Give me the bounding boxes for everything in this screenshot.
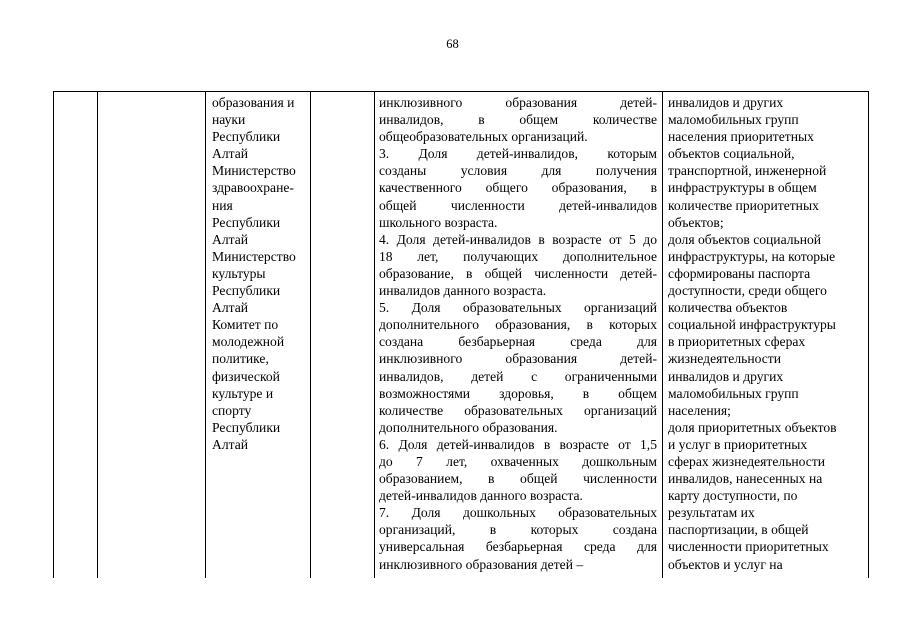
indicator-line: детей-инвалидов данного возраста. <box>379 488 583 504</box>
result-line: сформированы паспорта <box>668 265 811 281</box>
indicator-line: инвалидов, детей с ограниченными <box>379 368 657 384</box>
indicator-line: до 7 лет, охваченных дошкольным <box>379 453 657 469</box>
ministry-line: образования и <box>212 95 295 110</box>
indicator-line: 18 лет, получающих дополнительное <box>379 248 657 264</box>
result-line: и услуг в приоритетных <box>668 436 808 452</box>
column-border-3 <box>205 91 206 578</box>
indicator-line: качественного общего образования, в <box>379 180 657 196</box>
result-line: доступности, среди общего <box>668 283 827 299</box>
result-line: в приоритетных сферах <box>668 334 806 350</box>
indicator-line: образованием, в общей численности <box>379 471 657 487</box>
indicator-line: количестве образовательных организаций <box>379 402 657 418</box>
indicator-line: инвалидов данного возраста. <box>379 283 547 299</box>
table-top-border <box>53 91 869 92</box>
result-line: социальной инфраструктуры <box>668 317 836 333</box>
column-border-6 <box>662 91 663 578</box>
result-line: паспортизации, в общей <box>668 522 809 538</box>
indicator-line: инклюзивного образования детей- <box>379 95 657 110</box>
result-line: инвалидов и других <box>668 95 784 110</box>
indicator-line: организаций, в которых создана <box>379 522 657 538</box>
result-line: населения; <box>668 402 731 418</box>
responsible-executors-cell <box>212 94 308 453</box>
page-number: 68 <box>446 37 459 51</box>
result-line: доля приоритетных объектов <box>668 419 837 435</box>
ministry-line: Комитет по <box>212 317 279 333</box>
result-line: объектов и услуг на <box>668 556 783 572</box>
ministry-line: политике, <box>212 351 269 367</box>
indicator-line: образование, в общей численности детей- <box>379 265 657 281</box>
ministry-line: Алтай <box>212 436 249 452</box>
result-line: объектов; <box>668 214 724 230</box>
ministry-line: культуры <box>212 265 266 281</box>
result-line: количества объектов <box>668 300 788 316</box>
ministry-line: спорту <box>212 402 252 418</box>
column-border-2 <box>97 91 98 578</box>
ministry-line: Алтай <box>212 146 249 162</box>
result-line: доля объектов социальной <box>668 231 822 247</box>
expected-results-cell <box>668 94 866 573</box>
result-line: сферах жизнедеятельности <box>668 453 826 469</box>
ministry-line: науки <box>212 112 246 128</box>
result-line: населения приоритетных <box>668 129 814 145</box>
column-border-7 <box>868 91 869 578</box>
result-line: инфраструктуры в общем <box>668 180 817 196</box>
ministry-line: ния <box>212 197 233 213</box>
result-line: маломобильных групп <box>668 385 799 401</box>
result-line: маломобильных групп <box>668 112 799 128</box>
column-border-4 <box>310 91 311 578</box>
indicator-line: общей численности детей-инвалидов <box>379 197 657 213</box>
result-line: жизнедеятельности <box>668 351 781 367</box>
ministry-line: Министерство <box>212 163 296 179</box>
result-line: количестве приоритетных <box>668 197 819 213</box>
ministry-line: здравоохране- <box>212 180 294 196</box>
ministry-line: Республики <box>212 129 281 145</box>
indicator-line: дополнительного образования. <box>379 419 558 435</box>
result-line: инвалидов и других <box>668 368 784 384</box>
result-line: карту доступности, по <box>668 488 798 504</box>
indicator-line: инклюзивного образования детей- <box>379 351 657 367</box>
indicator-line: инклюзивного образования детей – <box>379 556 584 572</box>
ministry-line: Республики <box>212 419 281 435</box>
indicator-line: дополнительного образования, в которых <box>379 317 657 333</box>
ministry-line: культуре и <box>212 385 274 401</box>
indicator-line: 4. Доля детей-инвалидов в возрасте от 5 до <box>379 231 657 247</box>
indicator-line: общеобразовательных организаций. <box>379 129 588 145</box>
column-border-5 <box>374 91 375 578</box>
indicator-line: 3. Доля детей-инвалидов, которым <box>379 146 657 162</box>
result-line: объектов социальной, <box>668 146 795 162</box>
column-border-1 <box>53 91 54 578</box>
result-line: инфраструктуры, на которые <box>668 248 836 264</box>
indicator-line: создана безбарьерная среда для <box>379 334 657 350</box>
result-line: численности приоритетных <box>668 539 829 555</box>
indicator-line: 6. Доля детей-инвалидов в возрасте от 1,5 <box>379 436 657 452</box>
ministry-line: Республики <box>212 214 281 230</box>
result-line: результатам их <box>668 505 755 521</box>
ministry-line: Министерство <box>212 248 296 264</box>
target-indicators-cell <box>379 94 657 573</box>
indicator-line: универсальная безбарьерная среда для <box>379 539 657 555</box>
ministry-line: Алтай <box>212 231 249 247</box>
indicator-line: 7. Доля дошкольных образовательных <box>379 505 657 521</box>
result-line: транспортной, инженерной <box>668 163 827 179</box>
indicator-line: школьного возраста. <box>379 214 498 230</box>
indicator-line: созданы условия для получения <box>379 163 657 179</box>
result-line: инвалидов, нанесенных на <box>668 471 823 487</box>
indicator-line: инвалидов, в общем количестве <box>379 112 657 128</box>
ministry-line: Республики <box>212 283 281 299</box>
indicator-line: 5. Доля образовательных организаций <box>379 300 657 316</box>
indicator-line: возможностями здоровья, в общем <box>379 385 657 401</box>
ministry-line: молодежной <box>212 334 285 350</box>
ministry-line: Алтай <box>212 300 249 316</box>
ministry-line: физической <box>212 368 280 384</box>
